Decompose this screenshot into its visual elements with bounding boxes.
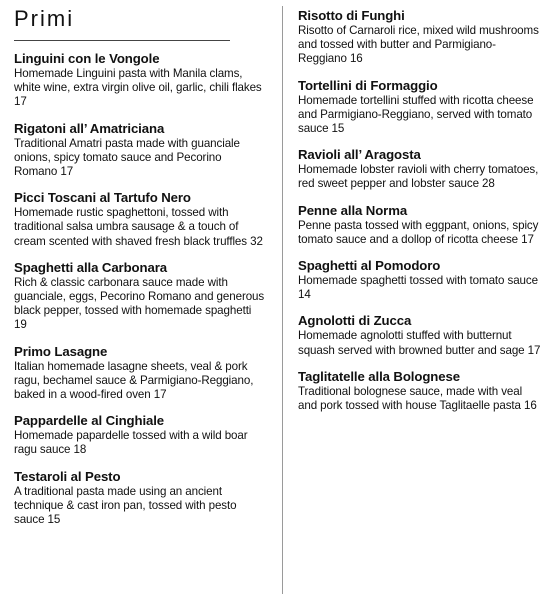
menu-item	[14, 190, 266, 249]
menu-item	[14, 51, 266, 110]
menu-item-name: Ravioli all’ Aragosta	[298, 147, 421, 163]
menu-item-description: Penne pasta tossed with eggpant, onions, spicy tomato sauce and a dollop of ricotta cheese 17	[298, 218, 539, 246]
menu-item-name: Testaroli al Pesto	[14, 468, 121, 484]
menu-item-name: Linguini con le Vongole	[14, 51, 160, 66]
menu-item-description: A traditional pasta made using an ancient technique & cast iron pan, tossed with pesto sauce 15	[14, 484, 237, 527]
menu-item-description: Homemade agnolotti stuffed with butternut squash served with browned butter and sage 17	[298, 329, 541, 357]
menu-item	[298, 8, 544, 67]
menu-item	[298, 147, 544, 191]
menu-item-description: Homemade spaghetti tossed with tomato sauce 14	[298, 274, 538, 302]
menu-item	[14, 260, 266, 333]
menu-item-description: Homemade tortellini stuffed with ricotta cheese and Parmigiano-Reggiano, served with tomato sauce 15	[298, 93, 534, 136]
menu-item-name: Agnolotti di Zucca	[298, 313, 412, 329]
menu-item-name: Spaghetti al Pomodoro	[298, 258, 441, 274]
menu-item-description: Homemade lobster ravioli with cherry tomatoes, red sweet pepper and lobster sauce 28	[298, 163, 539, 191]
left-column	[14, 0, 266, 538]
menu-item-description: Traditional Amatri pasta made with guanciale onions, spicy tomato sauce and Pecorino Romano 17	[14, 136, 240, 179]
menu-item-name: Rigatoni all’ Amatriciana	[14, 120, 165, 136]
menu-item	[298, 203, 544, 247]
menu-item	[298, 313, 544, 357]
column-divider	[282, 6, 283, 594]
title-underline	[14, 40, 230, 41]
menu-item	[298, 78, 544, 137]
menu-item-description: Risotto of Carnaroli rice, mixed wild mushrooms and tossed with butter and Parmigiano-Reggiano 16	[298, 24, 539, 66]
menu-item-name: Risotto di Funghi	[298, 8, 405, 23]
menu-item-name: Primo Lasagne	[14, 343, 108, 359]
menu-item	[298, 369, 544, 413]
menu-item	[14, 344, 266, 403]
menu-item-description: Homemade Linguini pasta with Manila clams, white wine, extra virgin olive oil, garlic, chili flakes 17	[14, 67, 262, 109]
menu-item-description: Homemade papardelle tossed with a wild boar ragu sauce 18	[14, 429, 248, 457]
menu-item-name: Spaghetti alla Carbonara	[14, 259, 167, 275]
menu-item	[14, 413, 266, 457]
menu-item-name: Picci Toscani al Tartufo Nero	[14, 190, 191, 206]
menu-item-name: Pappardelle al Cinghiale	[14, 413, 165, 429]
menu-item-name: Taglitatelle alla Bolognese	[298, 368, 460, 384]
menu-item-description: Rich & classic carbonara sauce made with guanciale, eggs, Pecorino Romano and generous black pepper, tossed with homemade spaghetti 19	[14, 275, 265, 332]
menu-item	[14, 469, 266, 528]
menu-item-name: Tortellini di Formaggio	[298, 77, 438, 93]
menu-item	[14, 121, 266, 180]
menu-item	[298, 258, 544, 302]
right-column	[298, 0, 544, 424]
menu-item-description: Traditional bolognese sauce, made with veal and pork tossed with house Taglitaelle pasta 16	[298, 384, 537, 413]
menu-item-description: Italian homemade lasagne sheets, veal & pork ragu, bechamel sauce & Parmigiano-Reggiano, baked in a wood-fired oven 17	[14, 359, 254, 402]
menu-item-name: Penne alla Norma	[298, 202, 408, 218]
menu-item-description: Homemade rustic spaghettoni, tossed with traditional salsa umbra sausage & a touch of cream scented with shaved fresh black truffles 32	[14, 206, 263, 248]
section-title: Primi	[14, 6, 75, 31]
